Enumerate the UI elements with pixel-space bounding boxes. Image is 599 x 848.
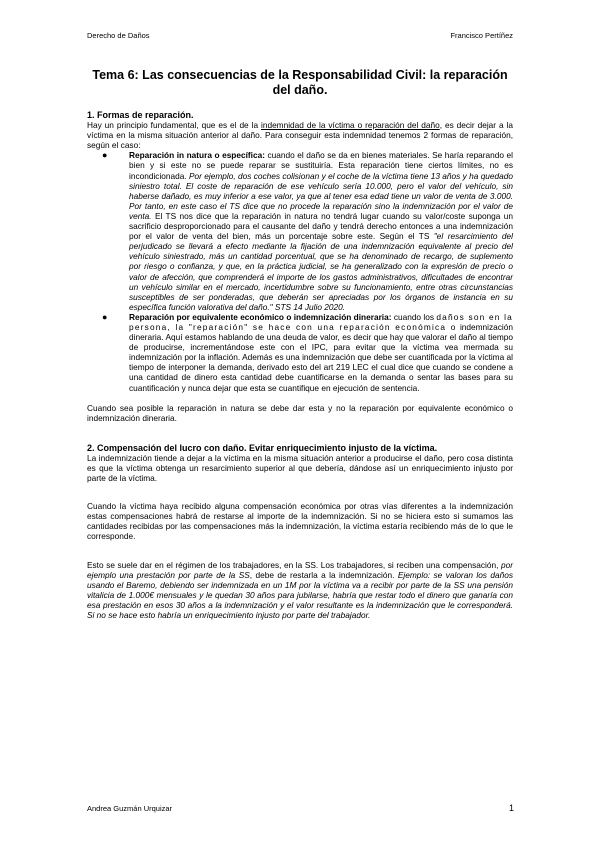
header-left: Derecho de Daños bbox=[87, 31, 150, 40]
in-natura-text: cuando el daño se da en bienes materiales. Se haría reparando el bien y si este no se puede reparar se sustituiría. Esta reparación tiene ciertos límites, no es incondicionada. bbox=[129, 150, 513, 181]
list-item-in-natura bbox=[102, 150, 514, 312]
section2-paragraph-1: La indemnización tiende a dejar a la víctima en la misma situación anterior a producirse el daño, pero cosa distinta es que la víctima obtenga un resarcimiento superior al que debería, dándose así un enriquecimiento injusto por parte de la víctima. bbox=[87, 452, 513, 484]
intro-text: Hay un principio fundamental, que es el de la bbox=[87, 120, 261, 131]
equivalente-text-cont: indemnización dineraria. Aquí estamos hablando de una deuda de valor, es decir que hay que valorar el daño al tiempo de producirse, incrementándose este con el IPC, para evitar que la víctima vea mermada su indemnización por la inflación. Además es una indemnización que debe ser cuantificada por la víctima al tiempo de interponer la demanda, derivado esto del art 219 LEC el cual dice que cuando se condene a una cantidad de dinero esta cantidad debe cuantificarse en la demanda o sentar las bases para su cuantificación y nunca dejar que esta se cuantifique en ejecución de sentencia. bbox=[129, 321, 513, 393]
page-title: Tema 6: Las consecuencias de la Responsabilidad Civil: la reparación del daño. bbox=[92, 68, 508, 97]
section2-paragraph-2: Cuando la víctima haya recibido alguna compensación económica por otras vías diferentes a la indemnización estas compensaciones habrá de restarse al importe de la indemnización. Si no se hiciera esto si sumamos las cantidades recibidas por las compensaciones más la indemnización, la víctima estaría recibiendo más de lo que le corresponde. bbox=[87, 501, 513, 542]
intro-text-cont: , es decir dejar a la víctima en la misma situación anterior al daño. Para conseguir esta indemnidad tenemos 2 formas de reparación, según el caso: bbox=[87, 120, 513, 151]
page-number: 1 bbox=[509, 803, 515, 813]
in-natura-ts: El TS nos dice que la reparación in natura no tendrá lugar cuando su valor/coste suponga un sacrificio desproporcionado para el causante del daño y tendrá derecho entonces a una indemnización por el valor de venta del bien, más un porcentaje sobre este. Según el TS bbox=[129, 210, 513, 242]
section1-intro bbox=[87, 120, 513, 150]
p3-example: Ejemplo: se valoran los daños usando el Baremo, debiendo ser indemnizada en un 1M por la víctima va a recibir por parte de la SS una pensión vitalicia de 1.000€ mensuales y le quedan 30 años para jubilarse, habría que restar todo el dinero que ganaría con esa prestación en esos 30 años a la indemnización y el valor resultante es la indemnización que le corresponderá. Si no se hace esto habría un enriquecimiento injusto por parte del trabajador. bbox=[87, 569, 513, 621]
footer-author: Andrea Guzmán Urquizar bbox=[87, 804, 173, 813]
section1-heading: 1. Formas de reparación. bbox=[87, 110, 194, 120]
p3-text-cont: , debe de restarla a la indemnización. bbox=[249, 569, 398, 580]
p3-text: Esto se suele dar en el régimen de los trabajadores, en la SS. Los trabajadores, si reciben una compensación, bbox=[87, 559, 501, 570]
document-body bbox=[87, 110, 513, 620]
section2-heading: 2. Compensación del lucro con daño. Evitar enriquecimiento injusto de la víctima. bbox=[87, 442, 438, 453]
equivalente-term: Reparación por equivalente económico o indemnización dineraria: bbox=[129, 311, 392, 322]
equivalente-spaced: daños son en la persona, la "reparación" se hace con una reparación económica o bbox=[129, 311, 513, 332]
intro-underlined: indemnidad de la víctima o reparación del daño bbox=[261, 120, 440, 131]
header-right: Francisco Pertíñez bbox=[450, 31, 513, 40]
in-natura-example: Por ejemplo, dos coches colisionan y el coche de la víctima tiene 13 años y ha quedado siniestro total. El coste de reparación de ese vehículo sería 10.000, pero el valor del vehículo, sin haberse dañado, es muy inferior a ese valor, ya que al tener esa edad tiene un valor de venta de 3.000. Por tanto, en este caso el TS dice que no procede la reparación sino la indemnización por el valor de venta. bbox=[129, 170, 513, 221]
section2-paragraph-3 bbox=[87, 560, 513, 621]
section1-closing: Cuando sea posible la reparación in natura se debe dar esta y no la reparación por equivalente económico o indemnización dineraria. bbox=[87, 402, 513, 423]
equivalente-text: cuando los bbox=[391, 311, 437, 322]
reparation-list bbox=[87, 150, 513, 392]
bullet-icon: ● bbox=[102, 150, 108, 161]
in-natura-term: Reparación in natura o específica: bbox=[129, 150, 265, 161]
bullet-icon: ● bbox=[102, 311, 108, 322]
p3-italic: por ejemplo una prestación por parte de la SS bbox=[87, 559, 513, 580]
in-natura-quote: "el resarcimiento del perjudicado se llevará a efecto mediante la fijación de una indemnización equivalente al precio del vehículo siniestrado, más un cantidad porcentual, que se ha denominado de recargo, de suplemento por riesgo o confianza, y que, en la práctica judicial, se ha generalizado con la expresión de precio o valor de afección, que comprenderá el importe de los gastos administrativos, dificultades de encontrar un vehículo similar en el mercado, incertidumbre sobre su funcionamiento, entre otras circunstancias susceptibles de ser ponderadas, que deberán ser apreciadas por los órganos de instancia en su específica función valorativa del daño." STS 14 Julio 2020. bbox=[129, 231, 514, 312]
list-item-equivalente bbox=[102, 311, 513, 393]
